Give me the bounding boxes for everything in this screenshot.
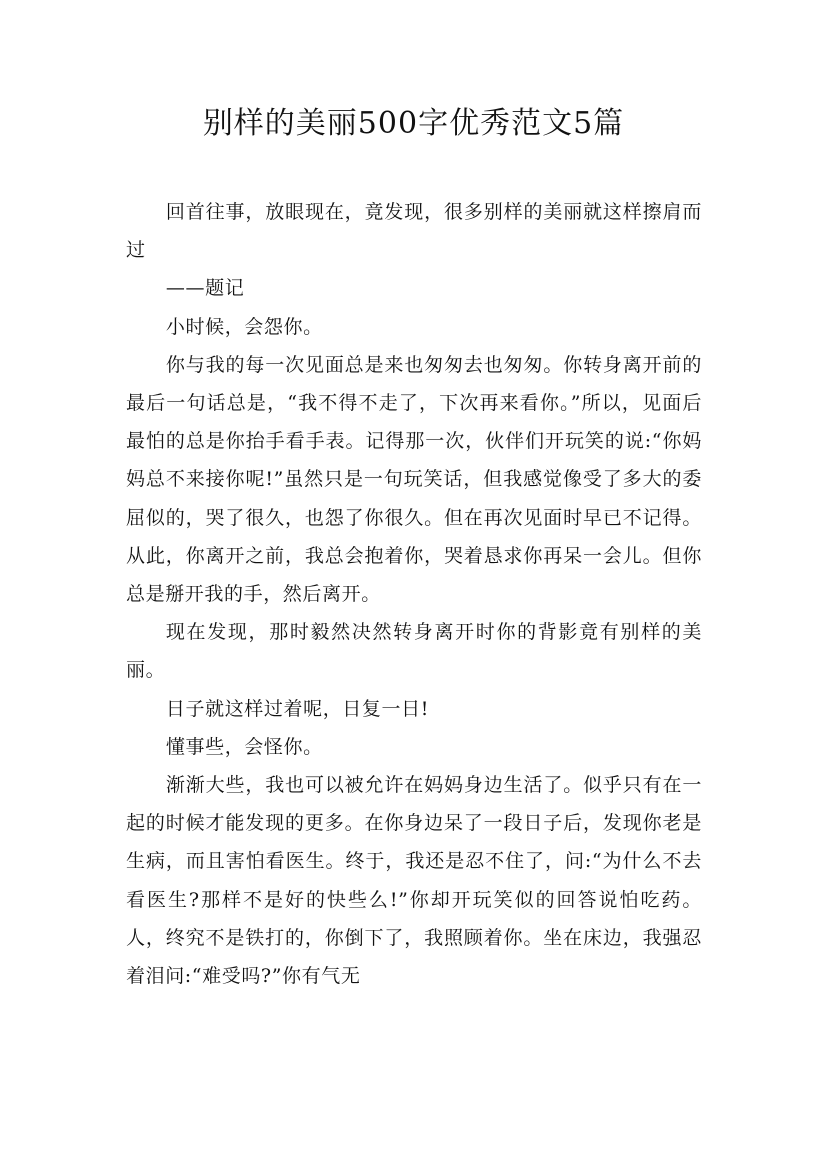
paragraph-days-pass: 日子就这样过着呢，日复一日! [165,697,429,720]
paragraph-reflection: 现在发现，那时毅然决然转身离开时你的背影竟有别样的美丽。 [126,621,702,682]
paragraph-preface: 回首往事，放眼现在，竟发现，很多别样的美丽就这样擦肩而过 [126,201,702,262]
paragraph-growing-heading: 懂事些，会怪你。 [165,735,323,758]
paragraph-epigraph-note: ——题记 [165,277,245,300]
paragraph-childhood-heading: 小时候，会怨你。 [165,315,323,338]
paragraph-growing-story: 渐渐大些，我也可以被允许在妈妈身边生活了。似乎只有在一起的时候才能发现的更多。在你身边呆了一段日子后，发现你老是生病，而且害怕看医生。终于，我还是忍不住了，问:“为什么不去看医生?那样不是好的快些么!”你却开玩笑似的回答说怕吃药。人，终究不是铁打的，你倒下了，我照顾着你。坐在床边，我强忍着泪问:“难受吗?”你有气无 [126,774,702,988]
document-body [126,193,702,995]
paragraph-childhood-story: 你与我的每一次见面总是来也匆匆去也匆匆。你转身离开前的最后一句话总是，“我不得不走了，下次再来看你。”所以，见面后最怕的总是你抬手看手表。记得那一次，伙伴们开玩笑的说:“你妈妈总不来接你呢!”虽然只是一句玩笑话，但我感觉像受了多大的委屈似的，哭了很久，也怨了你很久。但在再次见面时早已不记得。从此，你离开之前，我总会抱着你，哭着恳求你再呆一会儿。但你总是掰开我的手，然后离开。 [126,353,702,606]
document-title: 别样的美丽500字优秀范文5篇 [202,106,625,141]
